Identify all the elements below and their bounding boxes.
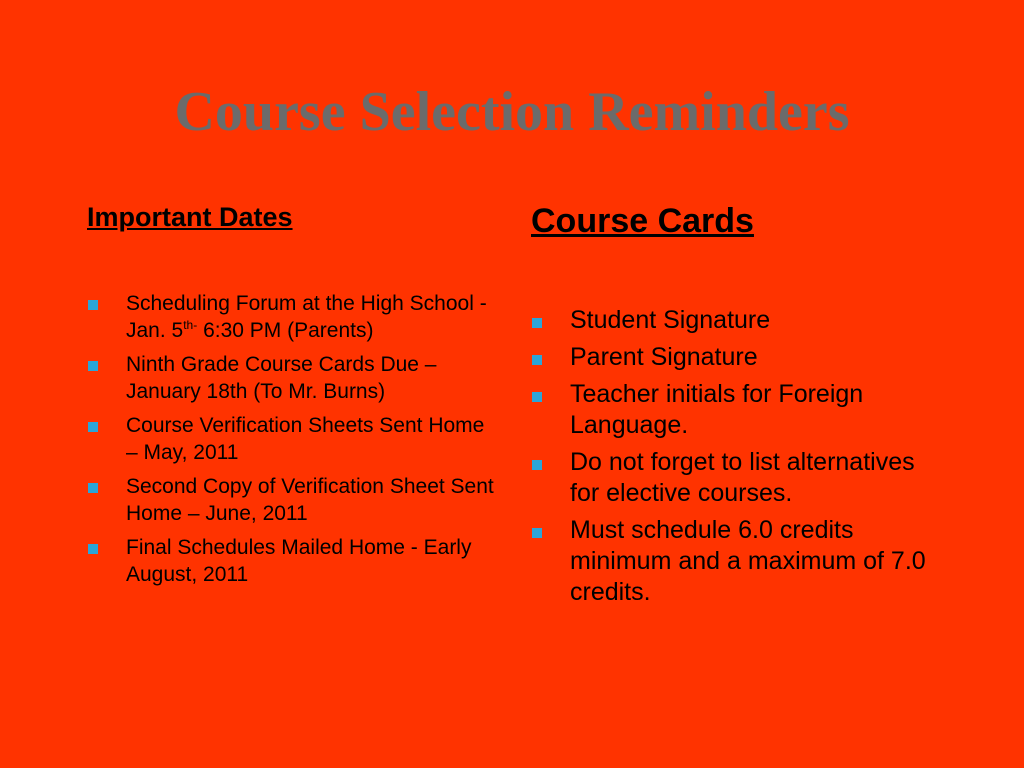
- list-item: [88, 290, 498, 344]
- square-bullet-icon: [532, 460, 542, 470]
- square-bullet-icon: [88, 300, 98, 310]
- list-item-text: Course Verification Sheets Sent Home – May, 2011: [126, 414, 485, 464]
- list-item-text: Final Schedules Mailed Home - Early August, 2011: [126, 536, 472, 586]
- square-bullet-icon: [532, 318, 542, 328]
- list-item: [88, 473, 498, 527]
- list-item: [532, 447, 942, 509]
- list-item: [532, 342, 942, 373]
- list-item: [88, 534, 498, 588]
- slide-title: Course Selection Reminders: [174, 81, 850, 143]
- square-bullet-icon: [532, 392, 542, 402]
- square-bullet-icon: [532, 355, 542, 365]
- square-bullet-icon: [88, 361, 98, 371]
- list-item-text: Student Signature: [570, 306, 771, 334]
- list-item-text: Parent Signature: [570, 343, 758, 371]
- square-bullet-icon: [532, 528, 542, 538]
- list-item: [532, 379, 942, 441]
- list-item-text: Ninth Grade Course Cards Due –January 18th (To Mr. Burns): [126, 353, 437, 403]
- list-item: [88, 412, 498, 466]
- square-bullet-icon: [88, 483, 98, 493]
- list-item-text: Must schedule 6.0 credits minimum and a maximum of 7.0 credits.: [570, 516, 926, 606]
- important-dates-heading: Important Dates: [87, 202, 293, 232]
- important-dates-list: [88, 290, 498, 595]
- list-item-text: Do not forget to list alternatives for elective courses.: [570, 448, 915, 507]
- list-item-text: Teacher initials for Foreign Language.: [570, 380, 864, 439]
- course-cards-list: [532, 305, 942, 614]
- list-item-text: Scheduling Forum at the High School - Jan. $5^{th-}$ 6:30 PM (Parents): [126, 292, 487, 342]
- square-bullet-icon: [88, 544, 98, 554]
- square-bullet-icon: [88, 422, 98, 432]
- list-item: [532, 515, 942, 608]
- course-cards-heading: Course Cards: [531, 202, 754, 240]
- list-item: [88, 351, 498, 405]
- list-item-text: Second Copy of Verification Sheet Sent Home – June, 2011: [126, 475, 494, 525]
- list-item: [532, 305, 942, 336]
